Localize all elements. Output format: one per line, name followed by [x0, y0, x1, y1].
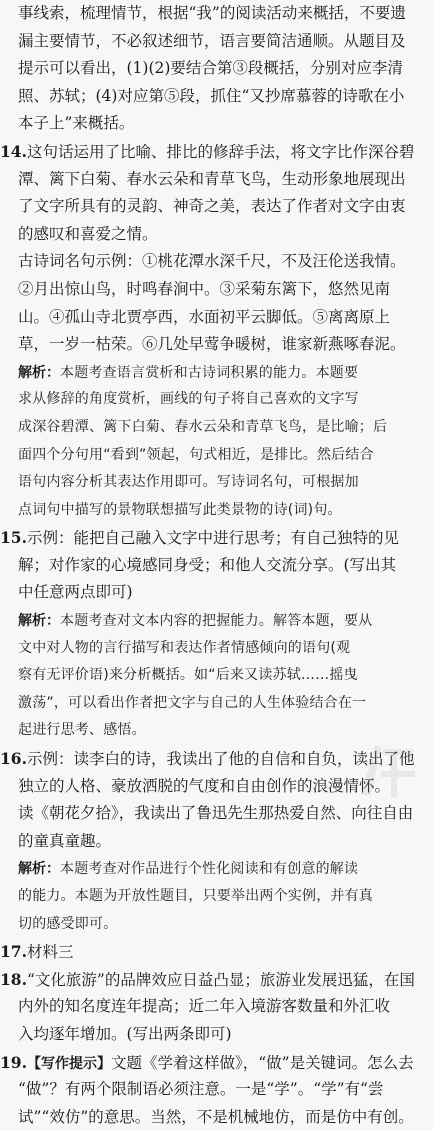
question-14 — [0, 138, 433, 524]
answer-line: 这句话运用了比喻、排比的修辞手法，将文字比作深谷碧 — [26, 142, 415, 161]
question-17 — [0, 938, 433, 966]
answer-line: “文化旅游”的品牌效应日益凸显；旅游业发展迅猛，在国 — [26, 970, 415, 989]
analysis-line: 本题考查对文本内容的把握能力。解答本题，要从 — [60, 613, 373, 630]
analysis-line: 本题考查对作品进行个性化阅读和有创意的解读 — [60, 861, 359, 878]
watermark-logo — [351, 735, 421, 805]
q13-continuation — [0, 0, 433, 138]
question-number: 19. — [0, 1052, 27, 1072]
analysis-line: 察有无评价语)来分析概括。如“后来又读苏轼……摇曳 — [18, 667, 358, 684]
analysis-line: 的能力。本题为开放性题目，只要举出两个实例，并有真 — [18, 888, 373, 904]
answer-line: 了文字所具有的灵韵、神奇之美，表达了作者对文字由衷 — [18, 197, 406, 216]
question-number: 14. — [0, 141, 27, 161]
answer-line: 草，一岁一枯荣。⑥几处早莺争暖树，谁家新燕啄春泥。 — [18, 335, 406, 354]
question-number: 15. — [0, 528, 27, 548]
answer-line: ②月出惊山鸟，时鸣春涧中。③采菊东篱下，悠然见南 — [18, 279, 391, 298]
analysis-line: 本题考查语言赏析和古诗词积累的能力。本题要 — [60, 364, 359, 381]
analysis-line: 切的感受即可。 — [18, 915, 118, 932]
answer-line: 古诗词名句示例：①桃花潭水深千尺，不及汪伦送我情。 — [18, 252, 406, 271]
answer-line: 独立的人格、豪放洒脱的气度和自由创作的浪漫情怀。 — [18, 776, 391, 795]
answer-line: 的童真童趣。 — [18, 831, 112, 850]
answer-line: 山。④孤山寺北贾亭西，水面初平云脚低。⑤离离原上 — [18, 307, 391, 326]
text-line: 漏主要情节，不必叙述细节，语言要简洁通顺。从题目及 — [18, 31, 406, 50]
question-number: 16. — [0, 749, 27, 769]
analysis-label: 解析： — [18, 613, 60, 630]
answer-line: 示例：读李白的诗，我读出了他的自信和自负，读出了他 — [26, 750, 415, 769]
analysis-line: 成深谷碧潭、篱下白菊、春水云朵和青草飞鸟，是比喻；后 — [18, 418, 388, 435]
answer-line: 试”“效仿”的意思。当然，不是机械地仿，而是仿中有创。 — [18, 1107, 414, 1126]
analysis-label: 解析： — [18, 861, 60, 878]
analysis-line: 语句内容分析其表达作用即可。写诗词名句，可根据加 — [18, 474, 359, 491]
answer-line: 文题《学着这样做》，“做”是关键词。怎么去 — [110, 1053, 414, 1072]
writing-tip-label: 【写作提示】 — [26, 1055, 111, 1072]
text-line: 提示可以看出，(1)(2)要结合第③段概括，分别对应李清 — [18, 59, 403, 78]
answer-line: 读《朝花夕拾》，我读出了鲁迅先生那热爱自然、向往自由 — [18, 804, 414, 823]
question-15 — [0, 524, 433, 745]
analysis-line: 点词句中描写的景物联想描写此类景物的诗(词)句。 — [18, 501, 342, 518]
watermark-icon — [351, 735, 421, 805]
question-18 — [0, 966, 433, 1049]
answer-line: 的感叹和喜爱之情。 — [18, 224, 158, 243]
analysis-line: 激荡”，可以看出作者把文字与自己的人生体验结合在一 — [18, 694, 367, 711]
analysis-line: 求从修辞的角度赏析，画线的句子将自己喜欢的文字写 — [18, 391, 359, 408]
answer-line: 中任意两点即可) — [18, 583, 133, 602]
answer-line: 入均逐年增加。(写出两条即可) — [18, 1024, 232, 1043]
text-line: 本子上”来概括。 — [18, 114, 135, 133]
question-number: 18. — [0, 969, 27, 989]
analysis-label: 解析： — [18, 364, 60, 381]
answer-line: 示例：能把自己融入文字中进行思考；有自己独特的见 — [26, 529, 399, 548]
analysis-line: 面四个分句用“看到”领起，句式相近，是排比。然后结合 — [18, 446, 374, 463]
text-line: 事线索，梳理情节，根据“我”的阅读活动来概括，不要遗 — [18, 4, 406, 22]
analysis-line: 起进行思考、感悟。 — [18, 722, 146, 739]
answer-line: “做”？有两个限制语必须注意。一是“学”。“学”有“尝 — [18, 1080, 384, 1099]
question-19 — [0, 1049, 433, 1131]
question-number: 17. — [0, 942, 27, 962]
answer-line: 解；对作家的心境感同身受；和他人交流分享。(写出其 — [18, 555, 397, 574]
answer-line: 潭、篱下白菊、春水云朵和青草飞鸟，生动形象地展现出 — [18, 169, 406, 188]
text-line: 照、苏轼；(4)对应第⑤段，抓住“又抄席慕蓉的诗歌在小 — [18, 86, 405, 105]
answer-line: 内外的知名度连年提高；近二年入境游客数量和外汇收 — [18, 997, 391, 1016]
analysis-line: 文中对人物的言行描写和表达作者情感倾向的语句(观 — [18, 639, 351, 656]
answer-line: 材料三 — [26, 943, 74, 962]
